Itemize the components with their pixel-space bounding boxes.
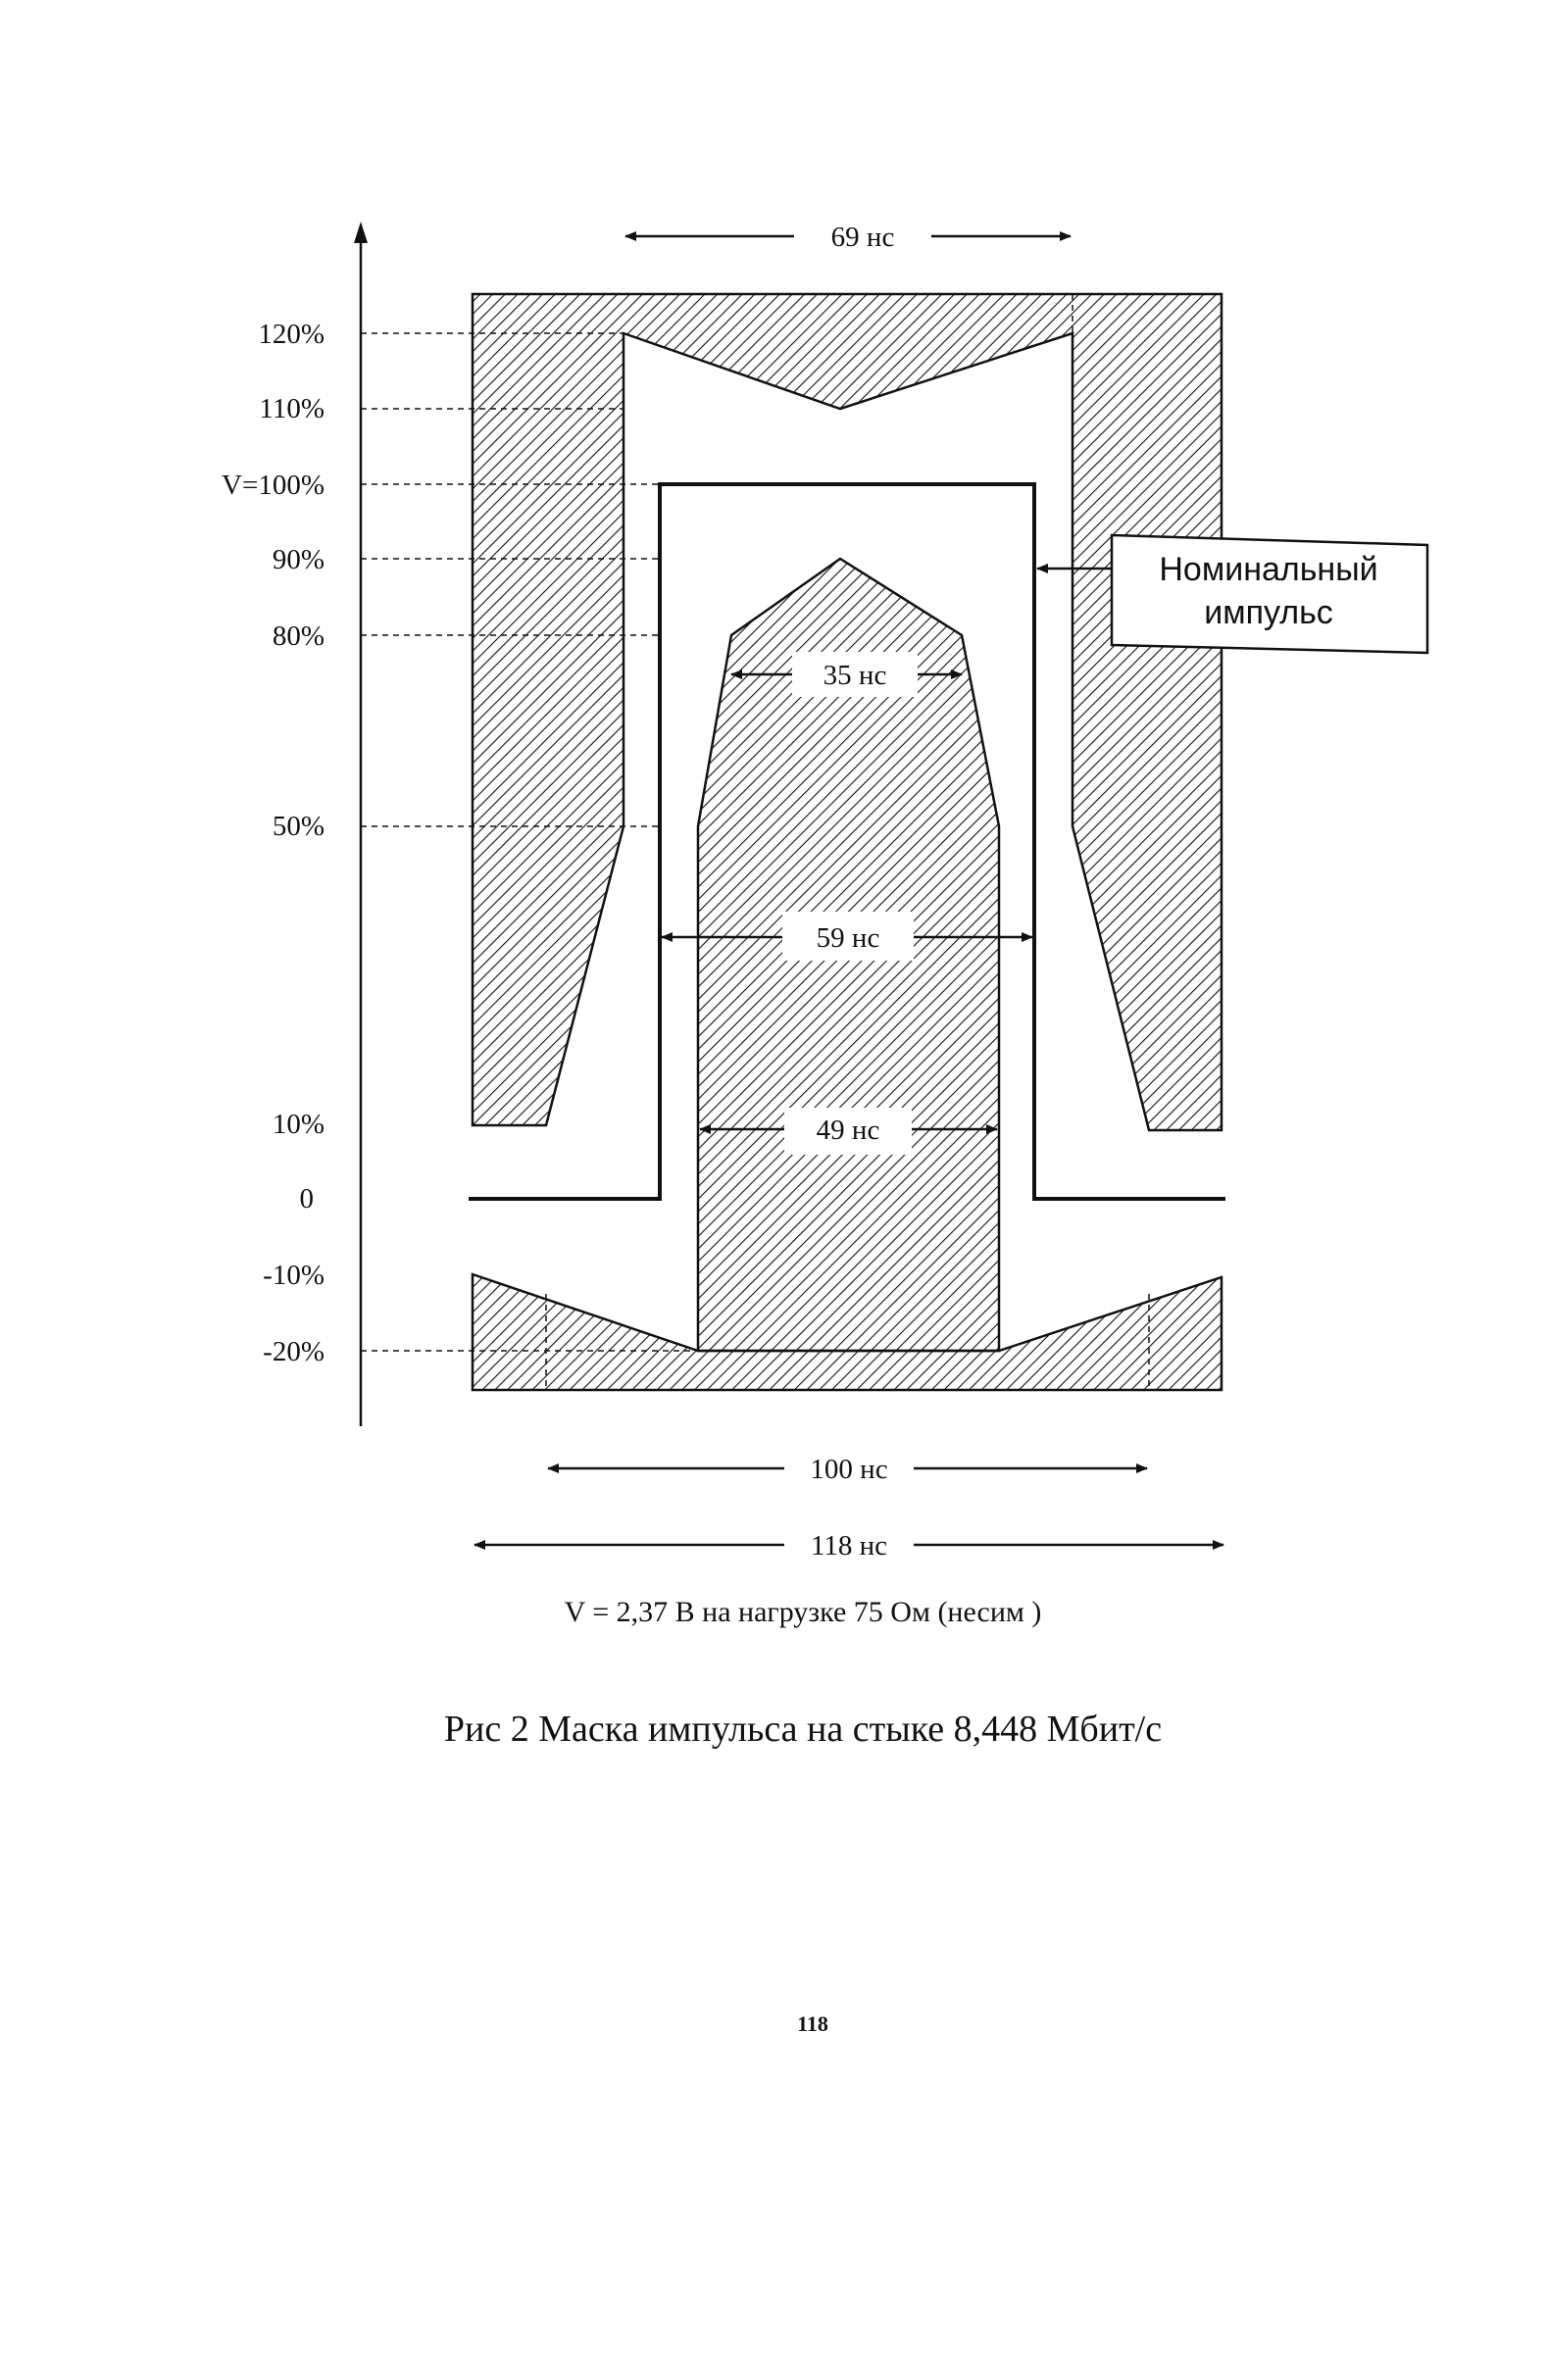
dim-top-label: 69 нс bbox=[830, 222, 895, 253]
y-tick-label: 80% bbox=[272, 620, 324, 652]
dim-outer-bottom-label: 100 нс bbox=[810, 1454, 888, 1485]
y-tick-label: -20% bbox=[263, 1336, 324, 1367]
dim-total bbox=[474, 1530, 1223, 1562]
load-note: V = 2,37 В на нагрузке 75 Ом (несим ) bbox=[564, 1596, 1042, 1628]
page-number: 118 bbox=[797, 2011, 828, 2036]
y-tick-label: -10% bbox=[263, 1260, 324, 1291]
y-tick-label: 90% bbox=[272, 544, 324, 575]
callout-line2: импульс bbox=[1204, 594, 1333, 631]
y-tick-label: 50% bbox=[272, 811, 324, 842]
dim-total-label: 118 нс bbox=[810, 1530, 888, 1562]
y-tick-labels bbox=[222, 319, 324, 1367]
y-tick-label: 10% bbox=[272, 1109, 324, 1140]
y-tick-label: 120% bbox=[258, 319, 324, 350]
y-tick-label: 0 bbox=[299, 1183, 314, 1215]
y-axis-arrowhead bbox=[354, 222, 368, 243]
dim-outer-bottom bbox=[548, 1454, 1147, 1485]
y-tick-label: 110% bbox=[259, 393, 324, 424]
dim-top bbox=[625, 222, 1071, 253]
callout-line1: Номинальный bbox=[1159, 551, 1378, 588]
figure-caption: Рис 2 Маска импульса на стыке 8,448 Мбит/с bbox=[443, 1709, 1163, 1750]
dim-nominal-width-label: 59 нс bbox=[816, 922, 880, 954]
y-axis bbox=[354, 222, 368, 1426]
dim-inner-top-label: 35 нс bbox=[823, 660, 887, 691]
dim-inner-bottom-label: 49 нс bbox=[816, 1115, 880, 1146]
y-tick-label: V=100% bbox=[222, 470, 324, 501]
